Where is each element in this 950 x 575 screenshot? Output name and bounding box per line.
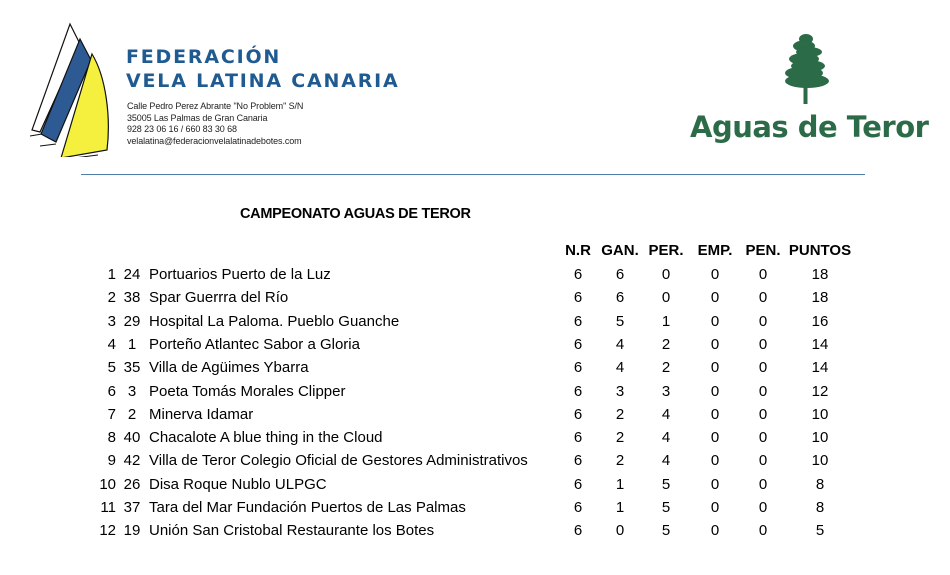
boat-name: Poeta Tomás Morales Clipper [149,382,346,400]
won: 6 [615,289,625,307]
tied: 0 [710,475,720,493]
lost: 0 [661,266,671,283]
boat-name: Hospital La Paloma. Pueblo Guanche [149,312,400,330]
penalties: 0 [758,266,768,283]
won: 1 [615,475,625,493]
lost: 0 [661,289,671,307]
races: 6 [573,359,583,377]
boat-name: Porteño Atlantec Sabor a Gloria [149,335,360,353]
won: 6 [615,266,625,283]
header-divider [81,174,865,175]
points: 16 [811,312,829,330]
table-row [0,522,950,545]
points: 10 [811,452,829,470]
won: 4 [615,359,625,377]
penalties: 0 [758,359,768,377]
col-header-per: PER. [648,242,684,259]
col-header-gan: GAN. [601,242,639,259]
address-city: 35005 Las Palmas de Gran Canaria [127,112,268,123]
position: 7 [107,405,116,423]
sponsor-logo-text: Aguas de Teror [690,110,929,144]
tied: 0 [710,499,720,516]
races: 6 [573,475,583,493]
sail-number: 37 [123,499,141,516]
position: 9 [107,452,116,470]
boat-name: Villa de Agüimes Ybarra [149,359,309,377]
col-header-emp: EMP. [697,242,733,259]
sail-number: 26 [123,475,141,493]
lost: 2 [661,335,671,353]
position: 5 [107,359,116,377]
lost: 4 [661,452,671,470]
penalties: 0 [758,429,768,447]
position: 1 [107,266,116,283]
won: 2 [615,429,625,447]
table-row [0,499,950,522]
table-row [0,452,950,475]
col-header-pen: PEN. [745,242,781,259]
boat-name: Villa de Teror Colegio Oficial de Gestores Administrativos [149,452,528,470]
points: 10 [811,429,829,447]
table-row [0,476,950,499]
pine-tree-icon [780,33,832,105]
lost: 5 [661,475,671,493]
points: 5 [815,522,825,540]
tied: 0 [710,382,720,400]
won: 0 [615,522,625,540]
won: 2 [615,405,625,423]
address-email: velalatina@federacionvelalatinadebotes.com [127,135,302,146]
sail-number: 42 [123,452,141,470]
lost: 5 [661,499,671,516]
sail-number: 38 [123,289,141,307]
table-row [0,429,950,452]
tied: 0 [710,429,720,447]
sail-number: 19 [123,522,141,540]
position: 12 [99,522,116,540]
tied: 0 [710,266,720,283]
table-row [0,289,950,312]
boat-name: Tara del Mar Fundación Puertos de Las Palmas [149,499,466,516]
penalties: 0 [758,289,768,307]
federation-address [127,101,303,147]
tied: 0 [710,452,720,470]
won: 2 [615,452,625,470]
races: 6 [573,429,583,447]
position: 8 [107,429,116,447]
races: 6 [573,266,583,283]
points: 12 [811,382,829,400]
federation-name-line1: FEDERACIÓN [126,46,282,68]
points: 14 [811,335,829,353]
position: 6 [107,382,116,400]
penalties: 0 [758,382,768,400]
federation-name-line2: VELA LATINA CANARIA [126,70,400,92]
table-row [0,313,950,336]
tied: 0 [710,522,720,540]
position: 3 [107,312,116,330]
won: 1 [615,499,625,516]
lost: 5 [661,522,671,540]
tied: 0 [710,289,720,307]
sail-number: 3 [127,382,137,400]
races: 6 [573,522,583,540]
penalties: 0 [758,335,768,353]
races: 6 [573,289,583,307]
sail-number: 1 [127,335,137,353]
table-header [0,242,950,265]
col-header-nr: N.R [565,242,591,259]
position: 4 [107,335,116,353]
races: 6 [573,405,583,423]
won: 3 [615,382,625,400]
penalties: 0 [758,499,768,516]
won: 5 [615,312,625,330]
lost: 3 [661,382,671,400]
lost: 1 [661,312,671,330]
won: 4 [615,335,625,353]
position: 10 [99,475,116,493]
sails-icon [28,22,123,157]
position: 11 [100,499,116,516]
races: 6 [573,312,583,330]
sail-number: 40 [123,429,141,447]
points: 8 [815,499,825,516]
boat-name: Disa Roque Nublo ULPGC [149,475,327,493]
penalties: 0 [758,522,768,540]
sail-number: 2 [127,405,137,423]
points: 10 [811,405,829,423]
table-row [0,266,950,289]
address-phone: 928 23 06 16 / 660 83 30 68 [127,124,237,135]
boat-name: Portuarios Puerto de la Luz [149,266,331,283]
points: 14 [811,359,829,377]
lost: 4 [661,405,671,423]
position: 2 [107,289,116,307]
boat-name: Unión San Cristobal Restaurante los Botes [149,522,435,540]
races: 6 [573,382,583,400]
table-row [0,359,950,382]
table-row [0,383,950,406]
lost: 4 [661,429,671,447]
races: 6 [573,499,583,516]
federation-name [126,45,400,93]
boat-name: Spar Guerrra del Río [149,289,289,307]
sail-number: 35 [123,359,141,377]
races: 6 [573,452,583,470]
table-row [0,336,950,359]
document-title: CAMPEONATO AGUAS DE TEROR [240,206,471,222]
boat-name: Chacalote A blue thing in the Cloud [149,429,383,447]
sail-number: 24 [123,266,141,283]
tied: 0 [710,359,720,377]
lost: 2 [661,359,671,377]
table-row [0,406,950,429]
tied: 0 [710,335,720,353]
sail-number: 29 [123,312,141,330]
tied: 0 [710,405,720,423]
races: 6 [573,335,583,353]
points: 18 [811,266,829,283]
penalties: 0 [758,312,768,330]
points: 8 [815,475,825,493]
penalties: 0 [758,452,768,470]
points: 18 [811,289,829,307]
col-header-puntos: PUNTOS [788,242,852,259]
boat-name: Minerva Idamar [149,405,254,423]
penalties: 0 [758,475,768,493]
address-street: Calle Pedro Perez Abrante "No Problem" S/N [127,101,304,111]
penalties: 0 [758,405,768,423]
tied: 0 [710,312,720,330]
